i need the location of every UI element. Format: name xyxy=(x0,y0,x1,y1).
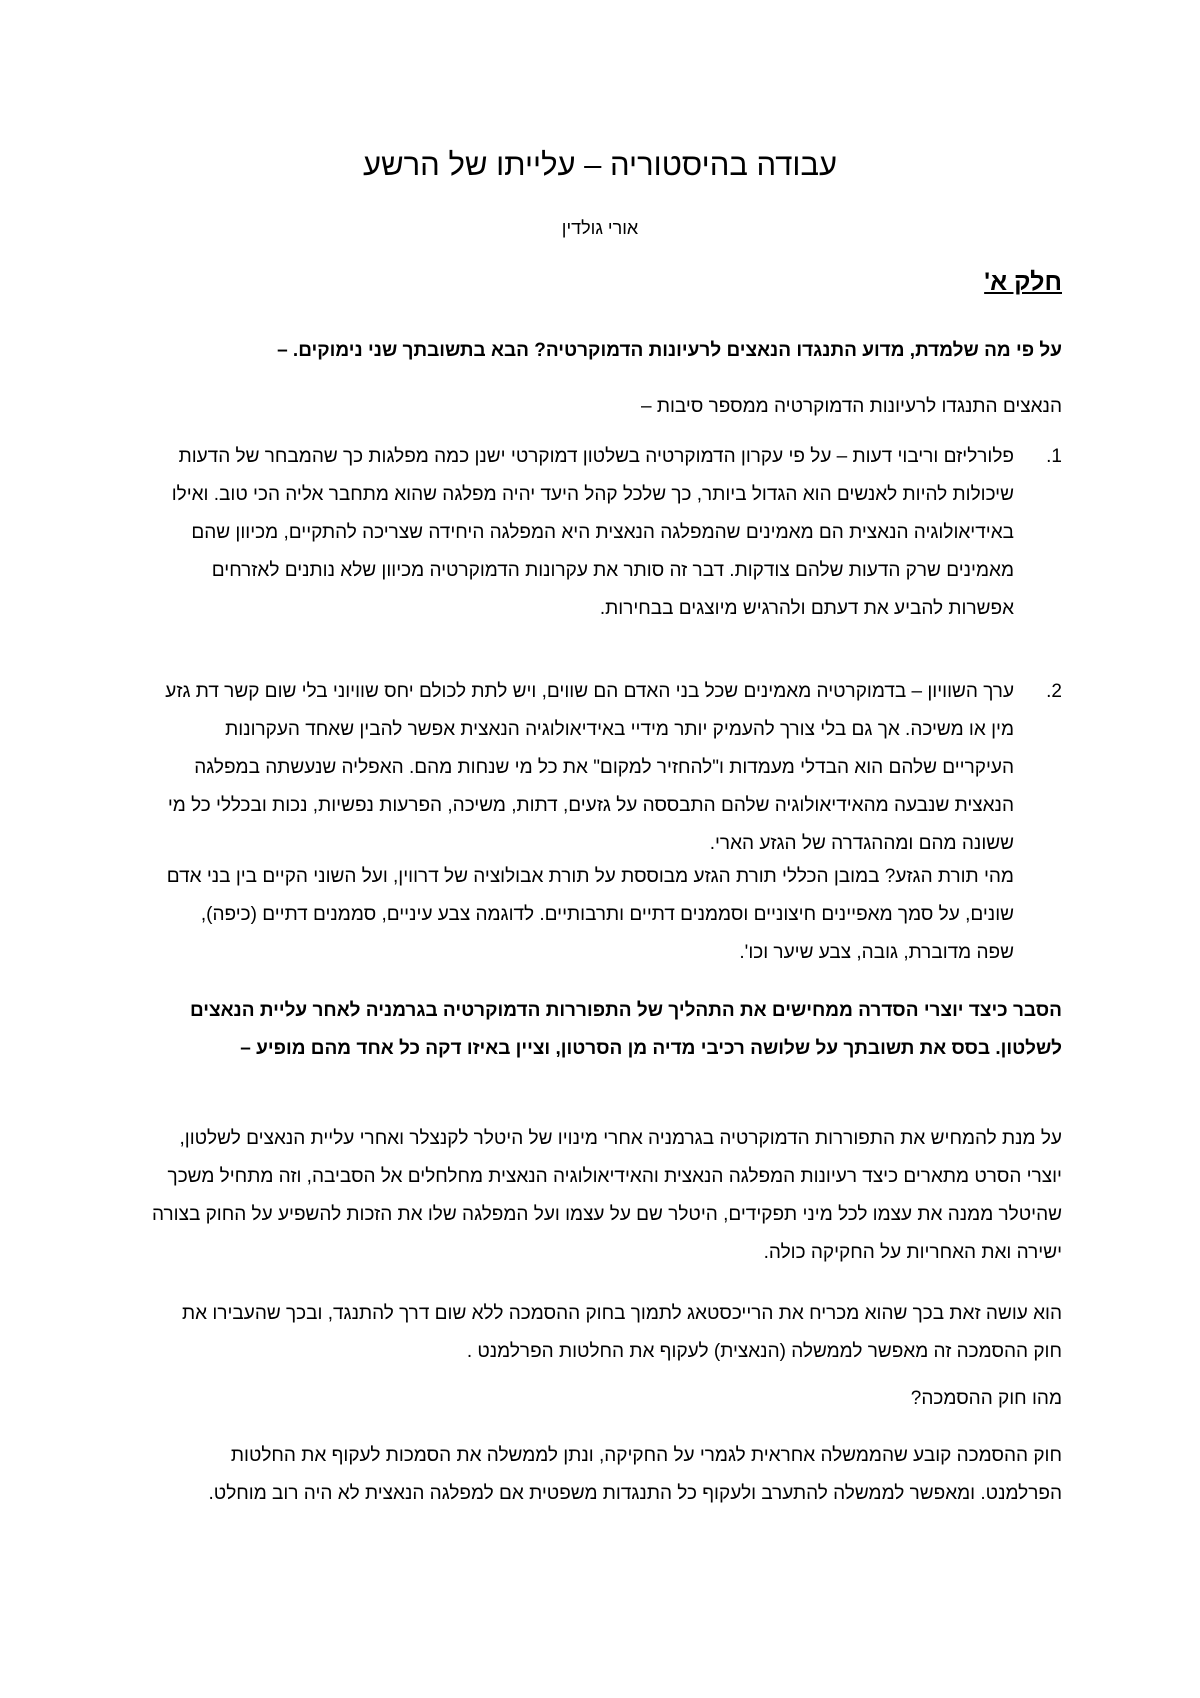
answer-intro: הנאצים התנגדו לרעיונות הדמוקרטיה ממספר סיבות – xyxy=(641,396,1062,417)
section-heading: חלק א' xyxy=(984,268,1062,296)
list-item-text: פלורליזם וריבוי דעות – על פי עקרון הדמוקרטיה בשלטון דמוקרטי ישנן כמה מפלגות כך שהמבחר של הדעות שיכולות להיות לאנשים הוא הגדול ביותר, כך שלכל קהל היעד יהיה מפלגה שהוא מתחבר אליה הכי טוב. ואילו באידיאולוגיה הנאצית הם מאמינים שהמפלגה הנאצית היא המפלגה היחידה שצריכה להתקיים, מכיוון שהם מאמינים שרק הדעות שלהם צודקות. דבר זה סותר את עקרונות הדמוקרטיה מכיוון שלא נותנים לאזרחים אפשרות להביע את דעתם ולהרגיש מיוצגים בבחירות. xyxy=(171,446,1014,619)
answer-paragraph-1: על מנת להמחיש את התפוררות הדמוקרטיה בגרמניה אחרי מינויו של היטלר לקנצלר ואחרי עליית הנאצים לשלטון, יוצרי הסרט מתארים כיצד רעיונות המפלגה הנאצית והאידיאולוגיה הנאצית מחלחלים אל הסביבה, וזה מתחיל משכך שהיטלר ממנה את עצמו לכל מיני תפקידים, היטלר שם על עצמו ועל המפלגה שלו את הזכות להשפיע על החוק בצורה ישירה ואת האחריות על החקיקה כולה. xyxy=(152,1128,1062,1263)
document-title: עבודה בהיסטוריה – עלייתו של הרשע xyxy=(362,147,838,182)
race-theory-note: מהי תורת הגזע? במובן הכללי תורת הגזע מבוססת על תורת אבולוציה של דרווין, ועל השוני הקיים בין בני אדם שונים, על סמך מאפיינים חיצוניים וסממנים דתיים ותרבותיים. לדוגמה צבע עיניים, סממנים דתיים (כיפה), שפה מדוברת, גובה, צבע שיער וכו'. xyxy=(166,866,1014,963)
list-item-number: 2. xyxy=(1046,681,1062,702)
answer-paragraph-3: מהו חוק ההסמכה? xyxy=(910,1388,1062,1409)
question-1: על פי מה שלמדת, מדוע התנגדו הנאצים לרעיונות הדמוקרטיה? הבא בתשובתך שני נימוקים. – xyxy=(277,340,1062,361)
list-item xyxy=(160,438,1062,628)
answer-paragraph-4: חוק ההסמכה קובע שהממשלה אחראית לגמרי על החקיקה, ונתן לממשלה את הסמכות לעקוף את החלטות הפרלמנט. ומאפשר לממשלה להתערב ולעקוף כל התנגדות משפטית אם למפלגה הנאצית לא היה רוב מוחלט. xyxy=(208,1445,1062,1504)
question-2: הסבר כיצד יוצרי הסדרה ממחישים את התהליך של התפוררות הדמוקרטיה בגרמניה לאחר עליית הנאצים לשלטון. בסס את תשובתך על שלושה רכיבי מדיה מן הסרטון, וציין באיזו דקה כל אחד מהם מופיע – xyxy=(189,1000,1062,1059)
answer-paragraph-2: הוא עושה זאת בכך שהוא מכריח את הרייכסטאג לתמוך בחוק ההסמכה ללא שום דרך להתנגד, ובכך שהעבירו את חוק ההסמכה זה מאפשר לממשלה (הנאצית) לעקוף את החלטות הפרלמנט . xyxy=(182,1303,1062,1362)
list-item-number: 1. xyxy=(1046,446,1062,467)
author-name: אורי גולדין xyxy=(561,218,639,238)
list-item xyxy=(160,673,1062,863)
list-item-text: ערך השוויון – בדמוקרטיה מאמינים שכל בני האדם הם שווים, ויש לתת לכולם יחס שוויוני בלי שום קשר דת גזע מין או משיכה. אך גם בלי צורך להעמיק יותר מידיי באידיאולוגיה הנאצית אפשר להבין שאחד העקרונות העיקריים שלהם הוא הבדלי מעמדות ו"להחזיר למקום" את כל מי שנחות מהם. האפליה שנעשתה במפלגה הנאצית שנבעה מהאידיאולוגיה שלהם התבססה על גזעים, דתות, משיכה, הפרעות נפשיות, נכות ובכללי כל מי ששונה מהם ומההגדרה של הגזע הארי. xyxy=(165,681,1014,854)
